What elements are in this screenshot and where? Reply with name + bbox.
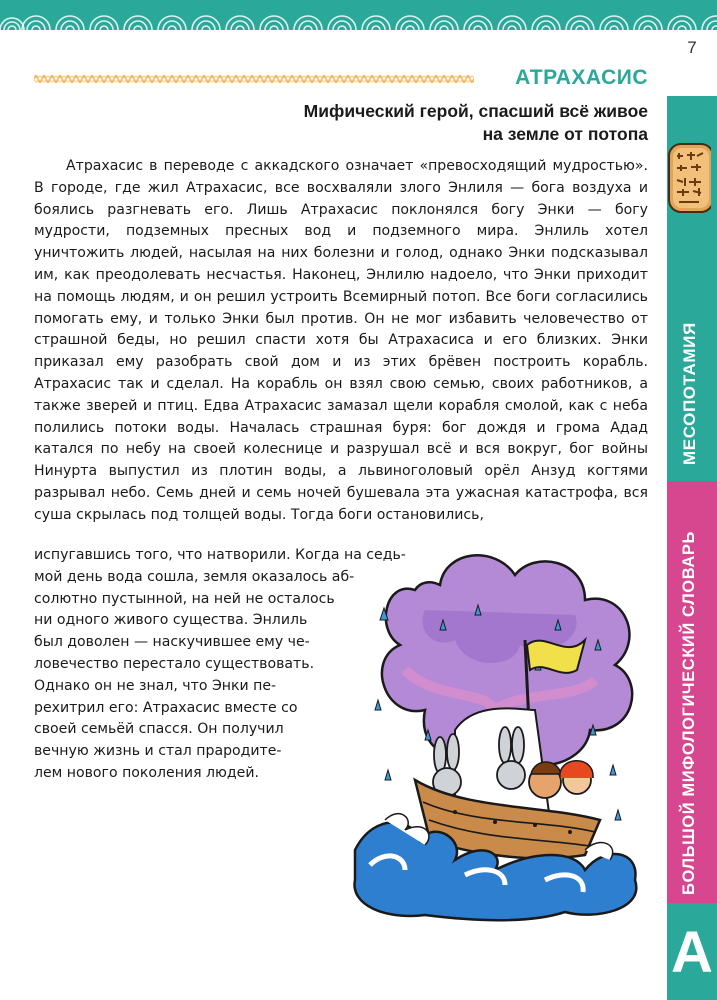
cuneiform-tablet-icon <box>667 140 711 216</box>
wrapped-line: рехитрил его: Атрахасис вместе со <box>34 699 298 716</box>
wave-rule-decoration <box>34 72 474 86</box>
entry-title: АТРАХАСИС <box>515 66 648 89</box>
wrapped-text-block <box>34 545 406 785</box>
entry-subtitle <box>128 100 648 146</box>
wrapped-line: вечную жизнь и стал прародите- <box>34 743 282 760</box>
subtitle-line-2: на земле от потопа <box>482 124 648 144</box>
wrapped-line: испугавшись того, что натворили. Когда на седь- <box>34 547 406 563</box>
section-label: МЕСОПОТАМИЯ <box>680 322 699 465</box>
subtitle-line-1: Мифический герой, спасший всё живое <box>303 101 648 121</box>
alphabet-letter: А <box>671 920 713 985</box>
page-number: 7 <box>687 37 697 57</box>
ark-in-storm-illustration <box>345 520 645 925</box>
wrapped-line: был доволен — наскучившее ему че- <box>34 634 310 651</box>
sidebar-gap <box>667 65 717 95</box>
top-decorative-band <box>0 0 717 30</box>
wrapped-line: ни одного живого существа. Энлиль <box>34 612 308 629</box>
wrapped-line: своей семьёй спасся. Он получил <box>34 721 284 738</box>
wrapped-line: ловечество перестало существовать. <box>34 655 315 672</box>
page-number-bg <box>667 30 717 65</box>
wrapped-line: Однако он не знал, что Энки пе- <box>34 677 277 694</box>
wrapped-line: солютно пустынной, на ней не осталось <box>34 590 335 607</box>
wrapped-line: лем нового поколения людей. <box>34 764 259 781</box>
entry-heading <box>34 66 648 92</box>
book-label: БОЛЬШОЙ МИФОЛОГИЧЕСКИЙ СЛОВАРЬ <box>680 531 698 895</box>
wrapped-line: мой день вода сошла, земля оказалось аб- <box>34 568 355 585</box>
article-body <box>34 156 648 527</box>
article-paragraph: Атрахасис в переводе с аккадского означает «превосходящий мудростью». В городе, где жил Атрахасис, все восхваляли злого Энлиля — бога воздуха и боялись разгневать его. Лишь Атрахасис поклонялся богу Энки — богу мудрости, подземных пресных вод и подземного мира. Энлиль хотел уничтожить людей, насылая на них болезни и голод, однако Энки подсказывал им, как преодолевать несчастья. Наконец, Энлилю надоело, что Энки приходит на помощь людям, и он решил устроить Всемирный потоп. Все боги согласились помогать ему, и только Энки был против. Он не мог избавить человечество от страшной беды, но решил спасти хотя бы Атрахасиса и его близких. Энки приказал ему разобрать свой дом и из этих брёвен построить корабль. Атрахасис так и сделал. На корабль он взял свою семью, своих работников, а также зверей и птиц. Едва Атрахасис замазал щели корабля смолой, как с неба полились потоки воды. Началась страшная буря: бог дождя и грома Адад катался по небу на своей колеснице и разрушал всё и вся вокруг, бог войны Нинурта выпустил из плотин воды, а львиноголовый орёл Анзуд когтями разрывал небо. Семь дней и семь ночей бушевала эта ужасная катастрофа, вся суша скрылась под толщей воды. Тогда боги остановились, <box>34 158 648 523</box>
